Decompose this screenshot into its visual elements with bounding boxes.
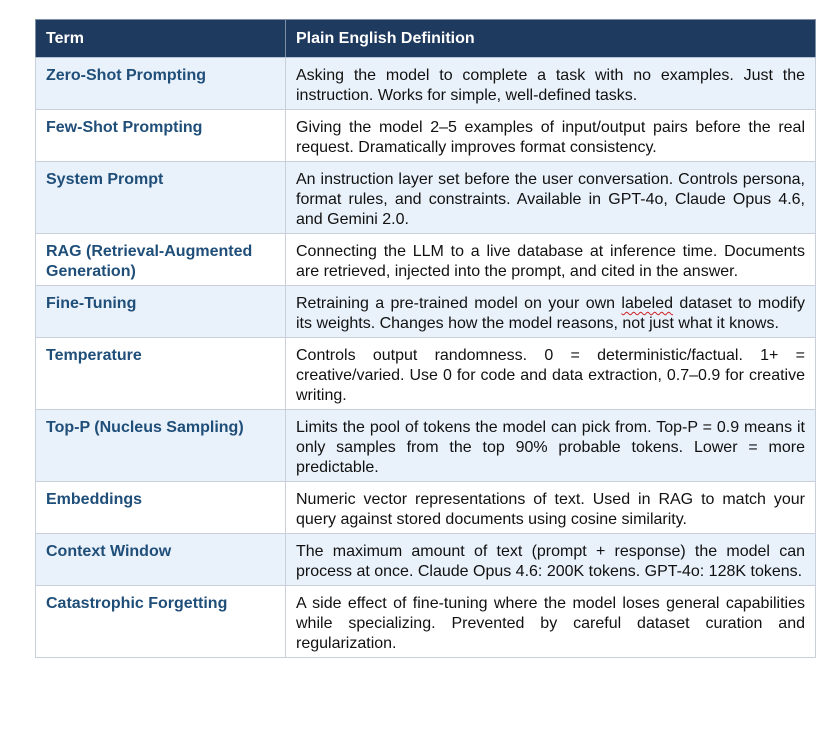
term-cell: Temperature xyxy=(36,338,286,410)
term-cell: RAG (Retrieval-Augmented Generation) xyxy=(36,234,286,286)
table-row xyxy=(36,234,816,286)
definition-cell: Giving the model 2–5 examples of input/output pairs before the real request. Dramatically improves format consistency. xyxy=(286,110,816,162)
table-row xyxy=(36,286,816,338)
term-cell: Top-P (Nucleus Sampling) xyxy=(36,410,286,482)
term-cell: System Prompt xyxy=(36,162,286,234)
table-row xyxy=(36,534,816,586)
header-definition: Plain English Definition xyxy=(286,20,816,58)
definition-cell: Connecting the LLM to a live database at inference time. Documents are retrieved, injected into the prompt, and cited in the answer. xyxy=(286,234,816,286)
header-term: Term xyxy=(36,20,286,58)
table-row xyxy=(36,482,816,534)
definition-cell: An instruction layer set before the user conversation. Controls persona, format rules, and constraints. Available in GPT-4o, Claude Opus 4.6, and Gemini 2.0. xyxy=(286,162,816,234)
term-cell: Context Window xyxy=(36,534,286,586)
term-cell: Catastrophic Forgetting xyxy=(36,586,286,658)
term-cell: Fine-Tuning xyxy=(36,286,286,338)
table-row xyxy=(36,110,816,162)
header-row xyxy=(36,20,816,58)
table-row xyxy=(36,58,816,110)
glossary-table xyxy=(35,19,816,658)
definition-cell: Limits the pool of tokens the model can pick from. Top-P = 0.9 means it only samples from the top 90% probable tokens. Lower = more predictable. xyxy=(286,410,816,482)
table-row xyxy=(36,338,816,410)
definition-cell: Controls output randomness. 0 = deterministic/factual. 1+ = creative/varied. Use 0 for code and data extraction, 0.7–0.9 for creative writing. xyxy=(286,338,816,410)
term-cell: Zero-Shot Prompting xyxy=(36,58,286,110)
table-row xyxy=(36,586,816,658)
definition-text: Retraining a pre-trained model on your own xyxy=(296,295,622,312)
definition-cell: A side effect of fine-tuning where the model loses general capabilities while specializing. Prevented by careful dataset curation and regularization. xyxy=(286,586,816,658)
definition-text: dataset to modify its weights. Changes how the model reasons, not just what it knows. xyxy=(296,295,805,332)
spellcheck-flagged-word[interactable]: labeled xyxy=(621,295,674,312)
definition-cell xyxy=(286,286,816,338)
definition-cell: Asking the model to complete a task with no examples. Just the instruction. Works for simple, well-defined tasks. xyxy=(286,58,816,110)
table-row xyxy=(36,410,816,482)
term-cell: Embeddings xyxy=(36,482,286,534)
definition-cell: Numeric vector representations of text. Used in RAG to match your query against stored documents using cosine similarity. xyxy=(286,482,816,534)
table-row xyxy=(36,162,816,234)
term-cell: Few-Shot Prompting xyxy=(36,110,286,162)
definition-cell: The maximum amount of text (prompt + response) the model can process at once. Claude Opus 4.6: 200K tokens. GPT-4o: 128K tokens. xyxy=(286,534,816,586)
